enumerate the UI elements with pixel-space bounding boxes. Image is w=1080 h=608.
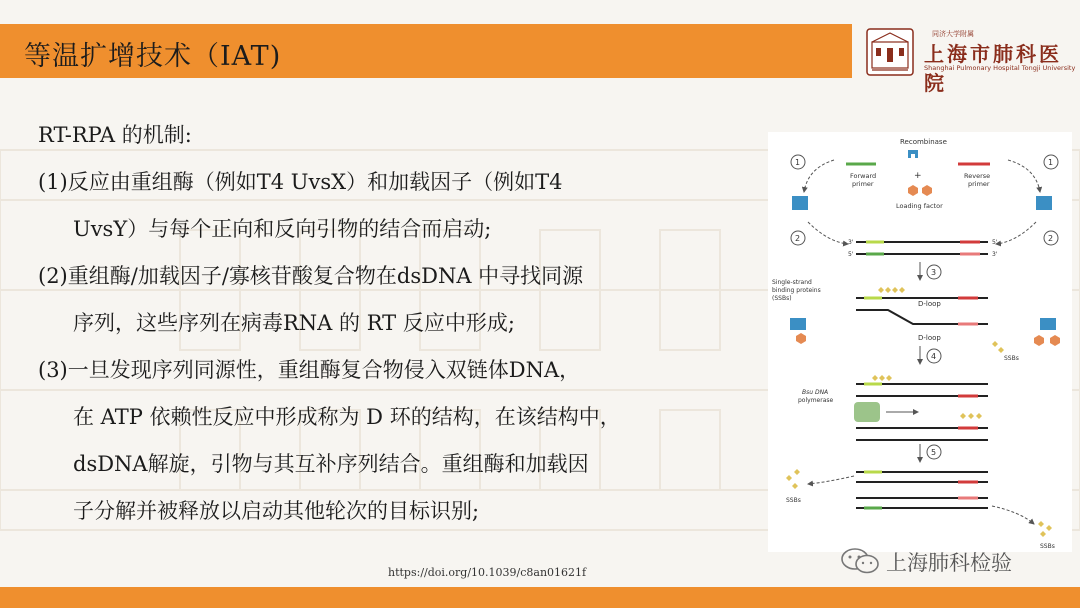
body-line: (1)反应由重组酶（例如T4 UvsX）和加载因子（例如T4	[38, 170, 563, 194]
step-2-right: 2	[1048, 234, 1054, 243]
polymerase-label-2: polymerase	[798, 397, 834, 404]
step-1-left: 1	[795, 158, 801, 167]
polymerase-icon	[854, 402, 880, 422]
wechat-watermark	[840, 545, 1070, 577]
body-line: dsDNA解旋，引物与其互补序列结合。重组酶和加载因	[73, 452, 589, 476]
dloop-label-2: D-loop	[918, 334, 941, 342]
logo-subtitle: Shanghai Pulmonary Hospital Tongji University	[924, 64, 1076, 72]
forward-primer-label-1: Forward	[850, 172, 877, 180]
loading-factor-label: Loading factor	[896, 202, 943, 210]
hospital-seal-icon	[866, 28, 914, 76]
reverse-primer-label-1: Reverse	[964, 172, 991, 180]
step-5: 5	[931, 448, 937, 457]
rpa-mechanism-figure	[768, 132, 1072, 552]
footer-bar	[0, 587, 1080, 608]
doi-link[interactable]: https://doi.org/10.1039/c8an01621f	[388, 566, 587, 579]
step-3: 3	[931, 268, 937, 277]
svg-text:5': 5'	[992, 239, 998, 246]
ssb-label-1: Single-strand	[772, 279, 812, 286]
logo-topline: 同济大学附属	[932, 30, 974, 38]
recombinase-label: Recombinase	[900, 138, 947, 146]
ssbs-label-3: SSBs	[1040, 543, 1055, 550]
svg-text:3': 3'	[992, 251, 998, 258]
body-heading: RT-RPA 的机制:	[38, 123, 192, 147]
body-line: UvsY）与每个正向和反向引物的结合而启动;	[73, 217, 492, 241]
body-line: 子分解并被释放以启动其他轮次的目标识别;	[73, 499, 480, 523]
body-line: (3)一旦发现序列同源性，重组酶复合物侵入双链体DNA，	[38, 358, 581, 382]
body-line: (2)重组酶/加载因子/寡核苷酸复合物在dsDNA 中寻找同源	[38, 264, 584, 288]
ssb-label-3: (SSBs)	[772, 295, 792, 302]
body-text	[38, 112, 768, 535]
body-line: 在 ATP 依赖性反应中形成称为 D 环的结构，在该结构中，	[73, 405, 621, 429]
rpa-diagram	[768, 132, 1072, 552]
body-line: 序列，这些序列在病毒RNA 的 RT 反应中形成;	[73, 311, 515, 335]
polymerase-label-1: Bsu DNA	[802, 389, 829, 396]
svg-text:3': 3'	[848, 239, 854, 246]
step-1-right: 1	[1048, 158, 1054, 167]
svg-text:5': 5'	[848, 251, 854, 258]
hospital-logo	[866, 28, 1076, 95]
wechat-icon	[840, 547, 880, 575]
loading-factor-icon	[908, 185, 918, 196]
wechat-account-name: 上海肺科检验	[886, 551, 1012, 575]
logo-name: 上海市肺科医院	[924, 42, 1062, 95]
step-2-left: 2	[795, 234, 801, 243]
plus-sign: +	[914, 171, 922, 181]
ssb-label-2: binding proteins	[772, 287, 821, 294]
forward-primer-label-2: primer	[852, 180, 874, 188]
ssbs-label-1: SSBs	[1004, 355, 1019, 362]
reverse-primer-label-2: primer	[968, 180, 990, 188]
dloop-label-1: D-loop	[918, 300, 941, 308]
page-title: 等温扩增技术（IAT)	[24, 41, 282, 72]
recombinase-icon	[908, 150, 918, 158]
step-4: 4	[931, 352, 937, 361]
ssbs-label-2: SSBs	[786, 497, 801, 504]
